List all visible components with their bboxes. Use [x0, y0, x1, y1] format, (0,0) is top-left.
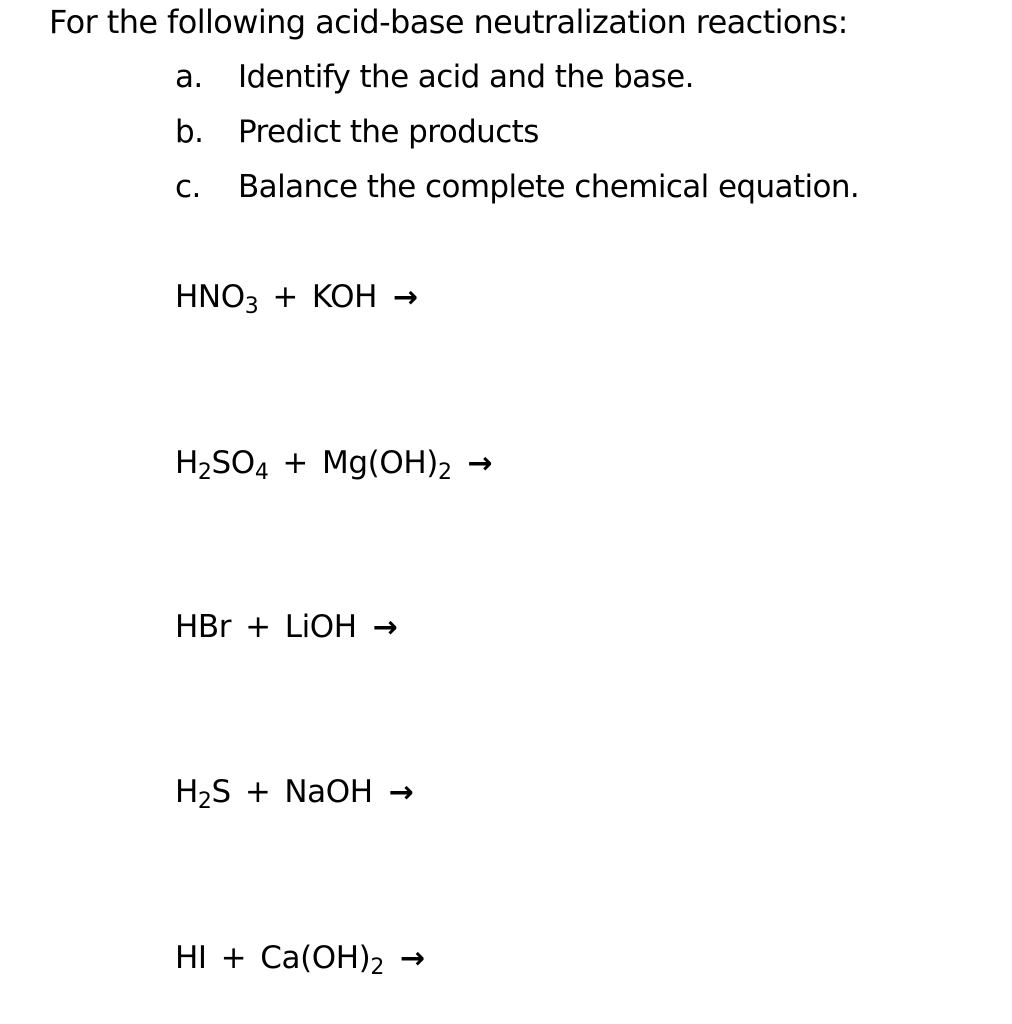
- reaction-arrow-icon: →: [467, 446, 493, 481]
- reactant-acid: [175, 940, 207, 976]
- plus-sign: +: [272, 279, 298, 315]
- reactant-base: [284, 774, 372, 810]
- plus-sign: +: [245, 609, 271, 645]
- reactant-acid: [175, 774, 231, 815]
- formula-text: NaOH: [284, 774, 373, 810]
- reactant-base: [312, 279, 377, 315]
- task-marker: b.: [175, 114, 204, 150]
- reactant-acid: [175, 445, 269, 486]
- reactant-base: [285, 609, 357, 645]
- task-text: Identify the acid and the base.: [238, 59, 694, 95]
- reaction-4: [175, 772, 413, 813]
- reactant-base: [322, 445, 452, 486]
- plus-sign: +: [282, 445, 308, 481]
- task-text: Balance the complete chemical equation.: [238, 169, 860, 205]
- task-item-c: [175, 167, 859, 222]
- formula-subscript: 2: [197, 789, 212, 815]
- instructions-heading: For the following acid-base neutralization reactions:: [49, 3, 848, 41]
- formula-text: LiOH: [284, 609, 357, 645]
- formula-text: KOH: [311, 279, 378, 315]
- reaction-arrow-icon: →: [393, 280, 418, 315]
- plus-sign: +: [220, 940, 247, 976]
- formula-subscript: 3: [244, 294, 259, 320]
- formula-subscript: 2: [370, 955, 384, 981]
- reaction-2: [175, 443, 492, 484]
- formula-text: HBr: [175, 609, 232, 645]
- reaction-arrow-icon: →: [372, 610, 398, 645]
- formula-text: SO: [211, 445, 255, 481]
- task-item-b: [175, 112, 859, 167]
- formula-subscript: 2: [197, 460, 212, 486]
- formula-text: HI: [175, 940, 207, 976]
- formula-text: S: [211, 774, 231, 810]
- formula-text: H: [175, 445, 198, 481]
- reaction-5: [175, 938, 425, 979]
- task-marker: a.: [175, 59, 203, 95]
- reactant-acid: [175, 609, 231, 645]
- reaction-arrow-icon: →: [400, 941, 425, 976]
- plus-sign: +: [244, 774, 271, 810]
- formula-subscript: 4: [254, 460, 269, 486]
- reaction-3: [175, 607, 397, 648]
- formula-text: HNO: [175, 279, 245, 315]
- formula-subscript: 2: [437, 460, 452, 486]
- task-text: Predict the products: [238, 114, 539, 150]
- task-list: [175, 57, 859, 222]
- formula-text: Mg(OH): [322, 445, 438, 481]
- formula-text: H: [175, 774, 198, 810]
- formula-text: Ca(OH): [260, 940, 371, 976]
- task-item-a: [175, 57, 859, 112]
- reaction-arrow-icon: →: [388, 775, 414, 810]
- reaction-1: [175, 277, 418, 318]
- reactant-base: [260, 940, 384, 981]
- task-marker: c.: [175, 169, 201, 205]
- reactant-acid: [175, 279, 259, 320]
